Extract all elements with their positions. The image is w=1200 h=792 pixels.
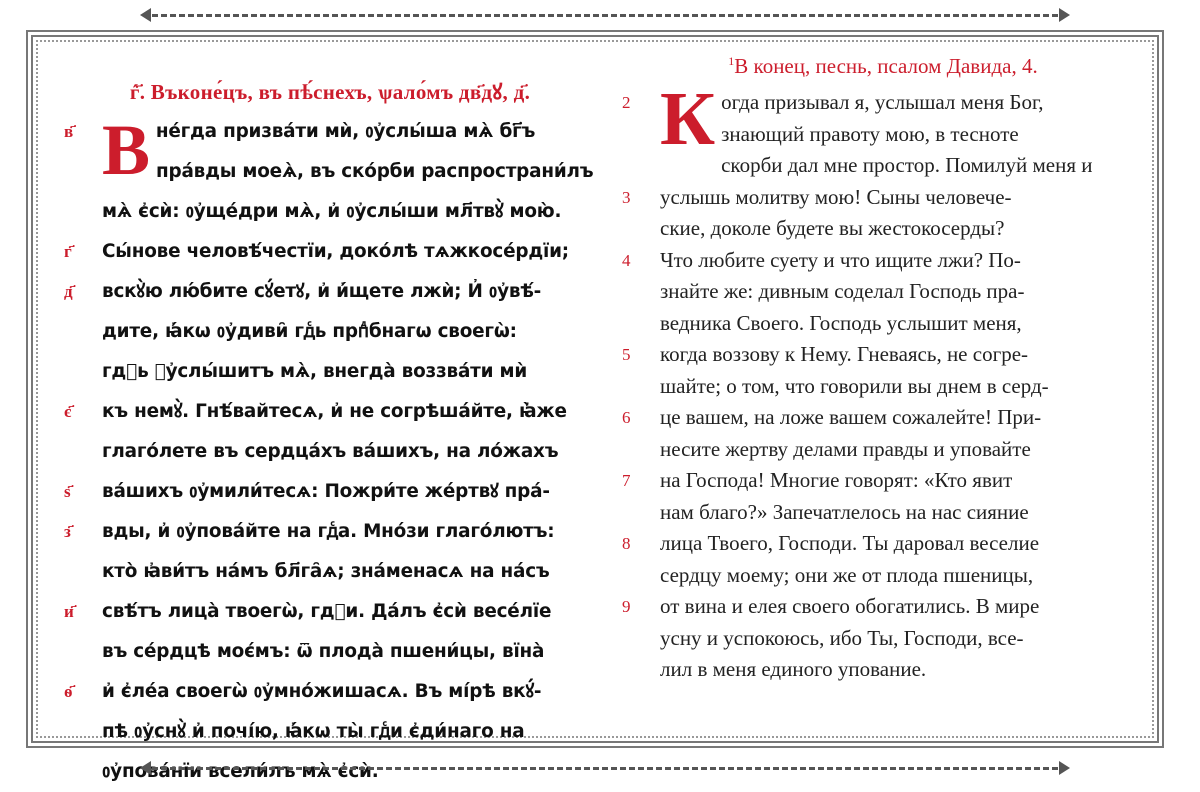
left-line (60, 312, 580, 352)
left-line (60, 672, 580, 712)
verse-text: лил в меня единого упование. (660, 657, 927, 681)
right-arrow-icon (1059, 761, 1070, 775)
right-line (618, 654, 1148, 686)
verse-text: усну и успокоюсь, ибо Ты, Господи, все- (660, 625, 1024, 650)
verse-text: ва́шихъ ᲂу҆мили́тесѧ: Пожри́те же́ртвꙋ пра́- (102, 481, 550, 502)
verse-number: 2 (622, 93, 631, 112)
russian-column (618, 38, 1148, 686)
right-line (618, 465, 1148, 497)
russian-heading (618, 54, 1148, 79)
verse-number: 3 (622, 187, 631, 207)
verse-text: пѣ ᲂу҆снꙋ̀ и҆ почі́ю, ꙗ҆́кѡ ты̀ гдⷭи є҆ди́наго на (102, 721, 525, 742)
left-line (60, 592, 580, 632)
left-line (60, 552, 580, 592)
right-line (618, 308, 1148, 340)
right-line (618, 213, 1148, 245)
verse-text: вды, и҆ ᲂу҆пова́йте на гдⷭа. Мно́зи глаго́лютъ: (102, 521, 555, 542)
right-arrow-icon (1059, 8, 1070, 22)
left-line (60, 512, 580, 552)
verse-text: Сы́нове человѣ́честїи, доко́лѣ тѧжкосе́рдїи; (102, 241, 569, 262)
verse-number: 8 (622, 534, 631, 553)
verse-text: мѧ̀ є҆сѝ: ᲂу҆ще́дри мѧ̀, и҆ ᲂу҆слы́ши мл҃твꙋ̀ мою̀. (102, 201, 562, 222)
verse-text: знайте же: дивным соделал Господь пра- (660, 279, 1025, 303)
verse-text: когда воззову к Нему. Гневаясь, не согре- (660, 342, 1029, 366)
verse-number: 5 (622, 345, 631, 364)
verse-number: ѕ҃ (64, 482, 71, 501)
verse-text: свѣ́тъ лица̀ твоегѡ̀, гдⷭи. Да́лъ є҆сѝ весе́лїе (102, 601, 552, 622)
slavonic-dropcap: В (102, 110, 150, 190)
verse-text: ские, доколе будете вы жестокосерды? (660, 216, 1005, 240)
verse-number: 9 (622, 597, 631, 616)
verse-text: несите жертву делами правды и уповайте (660, 436, 1031, 461)
verse-number: 4 (622, 250, 631, 270)
verse-number: з҃ (64, 522, 71, 541)
verse-number: д҃ (64, 282, 73, 301)
verse-text: це вашем, на ложе вашем сожалейте! При- (660, 405, 1042, 429)
left-line (60, 472, 580, 512)
slavonic-heading: ѓ҃. Въконе́цъ, въ пѣ́снехъ, ѱало́мъ дв҃дꙋ, д҃. (129, 80, 531, 104)
verse-text: нам благо?» Запечатлелось на нас сияние (660, 499, 1029, 524)
verse-text: лица Твоего, Господи. Ты даровал веселие (660, 531, 1040, 555)
verse-text: къ немꙋ̀. Гнѣ́вайтесѧ, и҆ не согрѣша́йте, ꙗ҆̀же (102, 401, 567, 422)
verse-text: услышь молитву мою! Сыны человече- (660, 184, 1012, 209)
right-line (618, 560, 1148, 592)
right-line (618, 528, 1148, 560)
verse-number: в҃ (64, 122, 73, 141)
verse-number: 7 (622, 471, 631, 490)
left-line (60, 432, 580, 472)
verse-text: вскꙋ̀ю лю́бите сꙋ́етꙋ, и҆ и҆́щете лжѝ; И҆ ᲂу҆вѣ́- (102, 281, 542, 302)
verse-text: скорби дал мне простор. Помилуй меня и (721, 153, 1093, 177)
left-line (60, 352, 580, 392)
right-line (618, 182, 1148, 214)
right-line (618, 591, 1148, 623)
right-line (618, 434, 1148, 466)
verse-text: от вина и елея своего обогатились. В мире (660, 594, 1040, 618)
verse-number: 6 (622, 408, 631, 427)
verse-text: ведника Своего. Господь услышит меня, (660, 310, 1022, 335)
left-line (60, 272, 580, 312)
verse-text: пра́вды моеѧ̀, въ ско́рби распространи́лъ (156, 161, 594, 182)
left-line (60, 392, 580, 432)
right-line (618, 339, 1148, 371)
left-arrow-icon (140, 8, 151, 22)
right-line (618, 497, 1148, 529)
right-line (618, 371, 1148, 403)
russian-text (618, 77, 1148, 686)
left-line (60, 712, 580, 752)
right-line (618, 150, 1148, 182)
verse-number: ѳ҃ (64, 682, 73, 701)
russian-dropcap: К (660, 77, 716, 161)
bottom-dashed-border (140, 761, 1070, 775)
right-line (618, 245, 1148, 277)
verse-number: и҃ (64, 602, 74, 621)
verse-text: на Господа! Многие говорят: «Кто явит (660, 468, 1013, 492)
top-dashed-border (140, 8, 1070, 22)
verse-text: гдⷭь ᲂу҆слы́шитъ мѧ̀, внегда̀ воззва́ти мѝ (102, 361, 528, 382)
left-line (60, 152, 594, 192)
verse-text: шайте; о том, что говорили вы днем в серд- (660, 373, 1049, 398)
verse-text: знающий правоту мою, в тесноте (721, 121, 1019, 146)
slavonic-column (60, 38, 594, 792)
verse-number: г҃ (64, 242, 72, 261)
verse-text: дите, ꙗ҆́кѡ ᲂу҆диви̑ гдⷭь прпⷣбнагѡ своегѡ̀: (102, 321, 517, 342)
heading-superscript: 1 (728, 54, 735, 68)
verse-text: и҆ є҆ле́а своегѡ̀ ᲂу҆мно́жишасѧ. Въ мі́рѣ вкꙋ́- (102, 681, 542, 702)
verse-text: не́гда призва́ти мѝ, ᲂу҆слы́ша мѧ̀ бг҃ъ (155, 121, 536, 142)
verse-text: ᲂу҆пова́нїи всели́лъ мѧ̀ є҆сѝ. (102, 761, 379, 782)
verse-text: въ се́рдцѣ моє́мъ: ѿ плода̀ пшени́цы, вїна̀ (102, 641, 545, 662)
right-line (618, 276, 1148, 308)
left-line (60, 192, 580, 232)
verse-text: огда призывал я, услышал меня Бог, (721, 90, 1044, 114)
left-arrow-icon (140, 761, 151, 775)
verse-text: Что любите суету и что ищите лжи? По- (660, 247, 1021, 272)
right-line (618, 119, 1148, 151)
left-line (60, 232, 580, 272)
verse-text: сердцу моему; они же от плода пшеницы, (660, 562, 1034, 587)
right-line (618, 623, 1148, 655)
verse-text: кто̀ ꙗ҆ви́тъ на́мъ бл҃га̑ѧ; зна́менасѧ на на́съ (102, 561, 550, 582)
right-line (618, 402, 1148, 434)
verse-text: глаго́лете въ сердца́хъ ва́шихъ, на ло́жахъ (102, 441, 559, 462)
russian-heading-text: В конец, песнь, псалом Давида, 4. (734, 54, 1038, 78)
left-line (60, 632, 580, 672)
slavonic-text (60, 110, 594, 792)
verse-number: є҃ (64, 402, 72, 421)
